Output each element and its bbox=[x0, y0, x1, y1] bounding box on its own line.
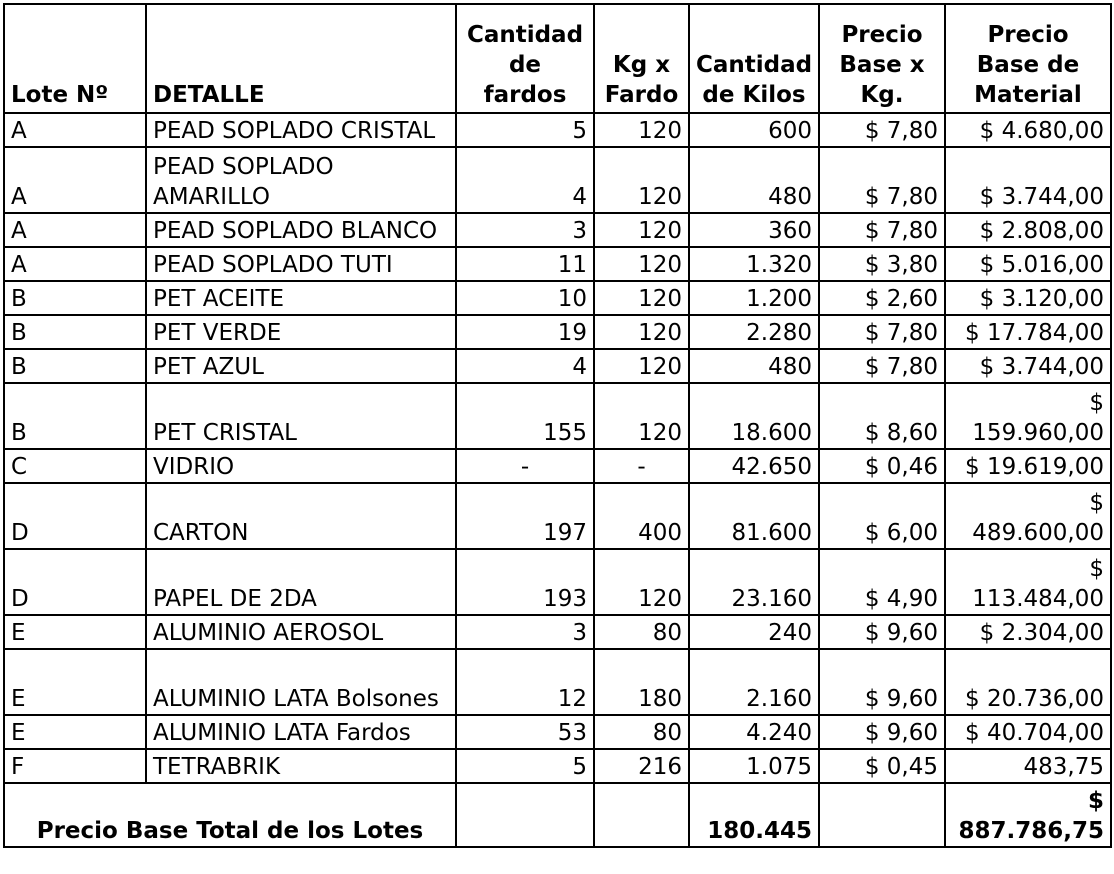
cell-kg-fardo: 120 bbox=[594, 247, 689, 281]
lotes-table bbox=[3, 3, 1112, 848]
table-row bbox=[4, 247, 1111, 281]
cell-fardos: 197 bbox=[456, 483, 594, 549]
table-row bbox=[4, 649, 1111, 715]
cell-detalle: PET ACEITE bbox=[146, 281, 456, 315]
header-cantidad-fardos: Cantidad de fardos bbox=[456, 4, 594, 113]
total-row bbox=[4, 783, 1111, 847]
cell-kg-fardo: 120 bbox=[594, 213, 689, 247]
table-row bbox=[4, 213, 1111, 247]
cell-lote: A bbox=[4, 113, 146, 147]
cell-precio-material: $ 20.736,00 bbox=[945, 649, 1111, 715]
cell-kilos: 1.200 bbox=[689, 281, 819, 315]
cell-detalle: PET CRISTAL bbox=[146, 383, 456, 449]
cell-lote: D bbox=[4, 549, 146, 615]
table-row bbox=[4, 549, 1111, 615]
cell-detalle: TETRABRIK bbox=[146, 749, 456, 783]
cell-fardos: 5 bbox=[456, 113, 594, 147]
header-lote: Lote Nº bbox=[4, 4, 146, 113]
cell-kilos: 1.320 bbox=[689, 247, 819, 281]
cell-lote: E bbox=[4, 649, 146, 715]
cell-detalle: PEAD SOPLADO CRISTAL bbox=[146, 113, 456, 147]
cell-detalle: PEAD SOPLADO TUTI bbox=[146, 247, 456, 281]
cell-kg-fardo: 80 bbox=[594, 715, 689, 749]
cell-kg-fardo: 120 bbox=[594, 549, 689, 615]
cell-fardos: 11 bbox=[456, 247, 594, 281]
cell-lote: C bbox=[4, 449, 146, 483]
total-label: Precio Base Total de los Lotes bbox=[4, 783, 456, 847]
total-empty-cell bbox=[456, 783, 594, 847]
header-kg-fardo: Kg x Fardo bbox=[594, 4, 689, 113]
cell-kilos: 600 bbox=[689, 113, 819, 147]
cell-detalle: PET VERDE bbox=[146, 315, 456, 349]
cell-kilos: 18.600 bbox=[689, 383, 819, 449]
cell-fardos: 10 bbox=[456, 281, 594, 315]
cell-kg-fardo: 80 bbox=[594, 615, 689, 649]
cell-kilos: 4.240 bbox=[689, 715, 819, 749]
cell-precio-kg: $ 3,80 bbox=[819, 247, 945, 281]
cell-detalle: VIDRIO bbox=[146, 449, 456, 483]
cell-precio-kg: $ 9,60 bbox=[819, 715, 945, 749]
cell-fardos: 53 bbox=[456, 715, 594, 749]
cell-kilos: 81.600 bbox=[689, 483, 819, 549]
cell-fardos: 5 bbox=[456, 749, 594, 783]
cell-precio-kg: $ 0,46 bbox=[819, 449, 945, 483]
cell-precio-kg: $ 7,80 bbox=[819, 349, 945, 383]
cell-precio-kg: $ 9,60 bbox=[819, 615, 945, 649]
cell-kg-fardo: 120 bbox=[594, 113, 689, 147]
cell-kilos: 480 bbox=[689, 349, 819, 383]
cell-precio-material: $ 2.808,00 bbox=[945, 213, 1111, 247]
cell-precio-material: 483,75 bbox=[945, 749, 1111, 783]
cell-precio-material: $ 489.600,00 bbox=[945, 483, 1111, 549]
cell-kg-fardo: 120 bbox=[594, 383, 689, 449]
cell-kilos: 480 bbox=[689, 147, 819, 213]
total-precio-material: $ 887.786,75 bbox=[945, 783, 1111, 847]
header-cantidad-kilos: Cantidad de Kilos bbox=[689, 4, 819, 113]
cell-kilos: 360 bbox=[689, 213, 819, 247]
cell-fardos: 12 bbox=[456, 649, 594, 715]
cell-precio-material: $ 17.784,00 bbox=[945, 315, 1111, 349]
cell-detalle: PET AZUL bbox=[146, 349, 456, 383]
table-row bbox=[4, 483, 1111, 549]
table-row bbox=[4, 113, 1111, 147]
cell-lote: E bbox=[4, 715, 146, 749]
cell-kilos: 42.650 bbox=[689, 449, 819, 483]
cell-fardos: 155 bbox=[456, 383, 594, 449]
cell-lote: B bbox=[4, 349, 146, 383]
cell-precio-kg: $ 2,60 bbox=[819, 281, 945, 315]
total-empty-cell bbox=[819, 783, 945, 847]
cell-precio-material: $ 4.680,00 bbox=[945, 113, 1111, 147]
cell-kilos: 2.160 bbox=[689, 649, 819, 715]
table-row bbox=[4, 383, 1111, 449]
cell-precio-kg: $ 7,80 bbox=[819, 147, 945, 213]
cell-precio-kg: $ 4,90 bbox=[819, 549, 945, 615]
cell-fardos: 3 bbox=[456, 213, 594, 247]
table-row bbox=[4, 349, 1111, 383]
header-detalle: DETALLE bbox=[146, 4, 456, 113]
cell-fardos: 193 bbox=[456, 549, 594, 615]
cell-lote: E bbox=[4, 615, 146, 649]
cell-lote: B bbox=[4, 315, 146, 349]
table-row bbox=[4, 147, 1111, 213]
cell-fardos: 19 bbox=[456, 315, 594, 349]
cell-precio-material: $ 113.484,00 bbox=[945, 549, 1111, 615]
cell-kilos: 23.160 bbox=[689, 549, 819, 615]
cell-kg-fardo: 120 bbox=[594, 147, 689, 213]
cell-precio-kg: $ 8,60 bbox=[819, 383, 945, 449]
cell-lote: A bbox=[4, 247, 146, 281]
cell-lote: B bbox=[4, 383, 146, 449]
table-row bbox=[4, 615, 1111, 649]
cell-fardos: 4 bbox=[456, 349, 594, 383]
table-row bbox=[4, 315, 1111, 349]
header-precio-kg: Precio Base x Kg. bbox=[819, 4, 945, 113]
cell-precio-kg: $ 7,80 bbox=[819, 213, 945, 247]
table-row bbox=[4, 449, 1111, 483]
cell-precio-kg: $ 7,80 bbox=[819, 113, 945, 147]
cell-detalle: PEAD SOPLADO BLANCO bbox=[146, 213, 456, 247]
cell-kilos: 1.075 bbox=[689, 749, 819, 783]
table-row bbox=[4, 281, 1111, 315]
cell-precio-material: $ 3.744,00 bbox=[945, 349, 1111, 383]
cell-precio-kg: $ 9,60 bbox=[819, 649, 945, 715]
cell-precio-material: $ 5.016,00 bbox=[945, 247, 1111, 281]
cell-precio-kg: $ 6,00 bbox=[819, 483, 945, 549]
cell-kilos: 2.280 bbox=[689, 315, 819, 349]
cell-fardos: 3 bbox=[456, 615, 594, 649]
cell-lote: F bbox=[4, 749, 146, 783]
cell-kg-fardo: 216 bbox=[594, 749, 689, 783]
cell-detalle: ALUMINIO AEROSOL bbox=[146, 615, 456, 649]
cell-fardos: 4 bbox=[456, 147, 594, 213]
cell-kg-fardo: 120 bbox=[594, 281, 689, 315]
cell-precio-material: $ 3.120,00 bbox=[945, 281, 1111, 315]
cell-precio-kg: $ 0,45 bbox=[819, 749, 945, 783]
cell-lote: B bbox=[4, 281, 146, 315]
cell-fardos: - bbox=[456, 449, 594, 483]
cell-detalle: ALUMINIO LATA Fardos bbox=[146, 715, 456, 749]
cell-precio-material: $ 159.960,00 bbox=[945, 383, 1111, 449]
cell-kg-fardo: 400 bbox=[594, 483, 689, 549]
cell-precio-material: $ 19.619,00 bbox=[945, 449, 1111, 483]
total-kilos: 180.445 bbox=[689, 783, 819, 847]
cell-detalle: ALUMINIO LATA Bolsones bbox=[146, 649, 456, 715]
cell-precio-kg: $ 7,80 bbox=[819, 315, 945, 349]
header-row bbox=[4, 4, 1111, 113]
cell-lote: D bbox=[4, 483, 146, 549]
cell-precio-material: $ 40.704,00 bbox=[945, 715, 1111, 749]
cell-lote: A bbox=[4, 213, 146, 247]
table-row bbox=[4, 749, 1111, 783]
cell-lote: A bbox=[4, 147, 146, 213]
header-precio-material: Precio Base de Material bbox=[945, 4, 1111, 113]
cell-kg-fardo: 180 bbox=[594, 649, 689, 715]
total-empty-cell bbox=[594, 783, 689, 847]
table-row bbox=[4, 715, 1111, 749]
cell-precio-material: $ 2.304,00 bbox=[945, 615, 1111, 649]
cell-detalle: CARTON bbox=[146, 483, 456, 549]
cell-kg-fardo: 120 bbox=[594, 315, 689, 349]
cell-detalle: PEAD SOPLADO AMARILLO bbox=[146, 147, 456, 213]
cell-kg-fardo: 120 bbox=[594, 349, 689, 383]
cell-kilos: 240 bbox=[689, 615, 819, 649]
cell-detalle: PAPEL DE 2DA bbox=[146, 549, 456, 615]
cell-precio-material: $ 3.744,00 bbox=[945, 147, 1111, 213]
cell-kg-fardo: - bbox=[594, 449, 689, 483]
